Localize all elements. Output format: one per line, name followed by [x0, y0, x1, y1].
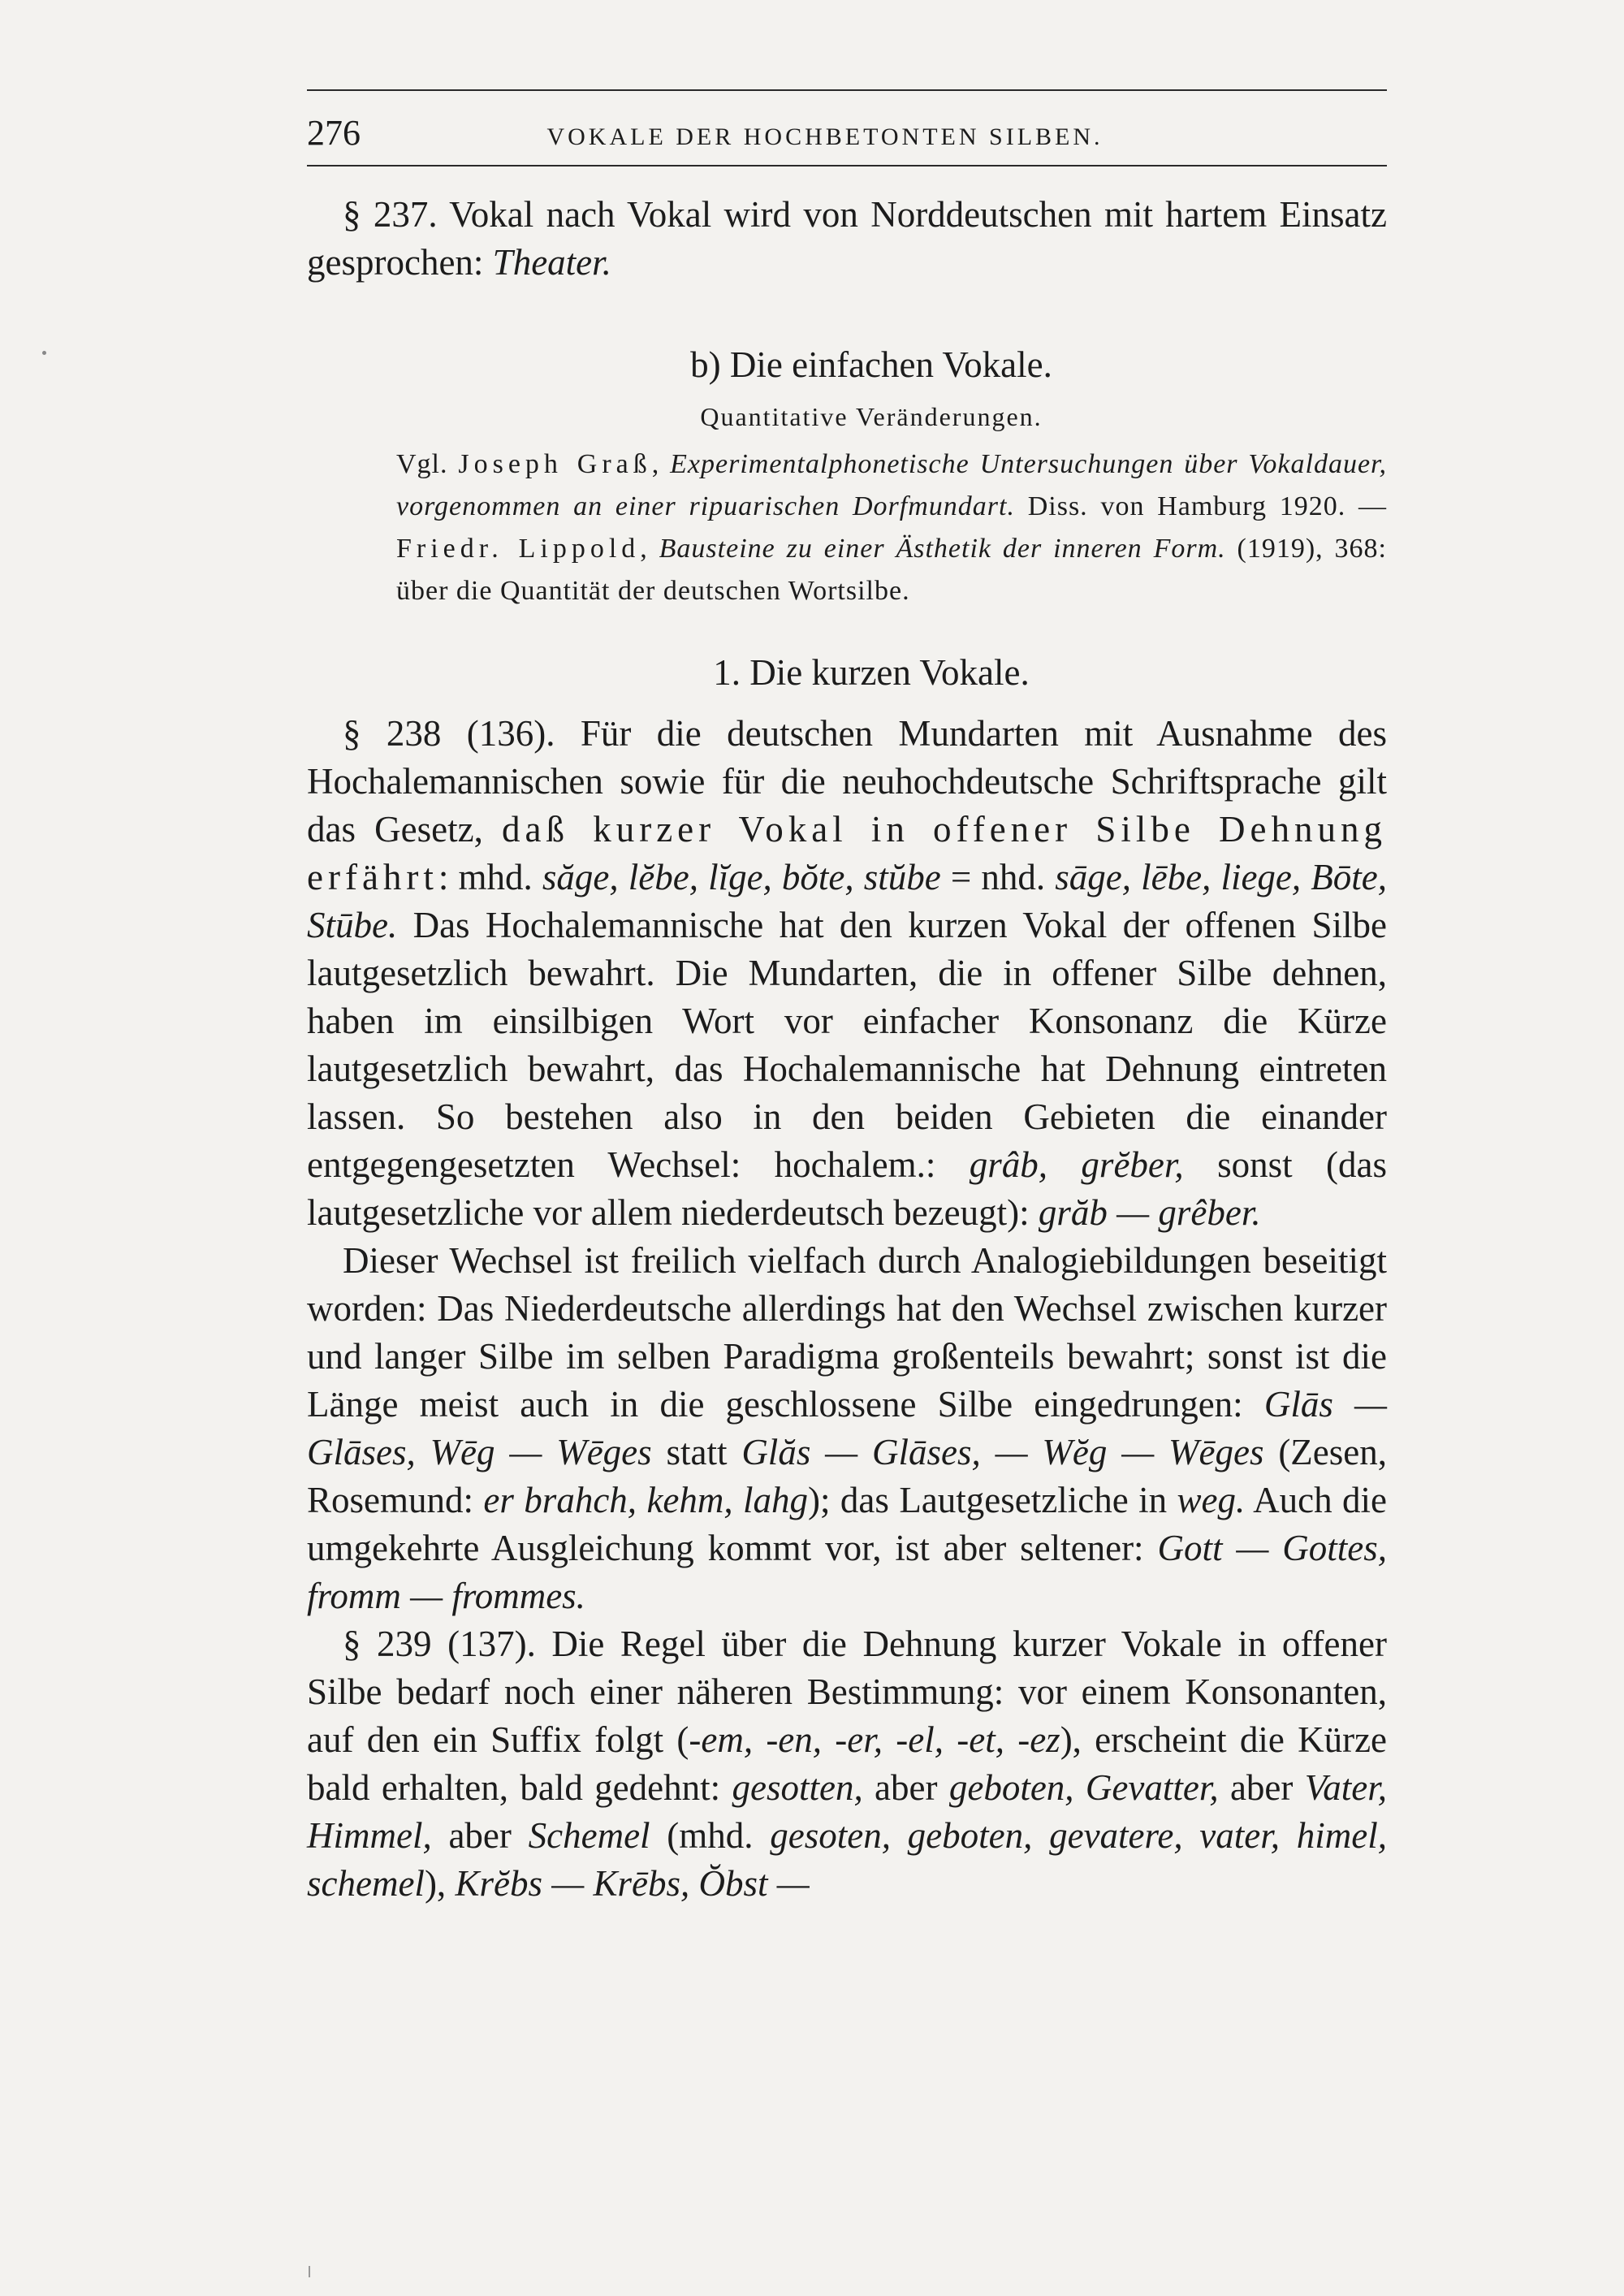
example-words: gesotten, — [732, 1767, 863, 1808]
biblio-lead: Vgl. — [396, 449, 459, 479]
paragraph-text: = nhd. — [940, 857, 1056, 897]
work-source: (1919), 368: über die Quantität der deutschen Wortsilbe. — [396, 534, 1387, 606]
paragraph-text: Auch die umgekehrte Ausgleichung kommt vor, ist aber seltener: — [307, 1480, 1388, 1568]
example-word: Theater. — [492, 242, 611, 283]
paragraph-text: sonst (das lautgesetzliche vor allem niederdeutsch bezeugt): — [307, 1144, 1387, 1233]
page-number: 276 — [307, 113, 361, 153]
example-words: Gott — Gottes, fromm — frommes. — [307, 1528, 1387, 1616]
paragraph-text: Die Regel über die Dehnung kurzer Vokale in offener Silbe bedarf noch einer näheren Bestimmung: vor einem Konsonanten, auf den ein Suffix folgt ( — [307, 1624, 1387, 1760]
rule-statement: daß kurzer Vokal in offener Silbe Dehnung erfährt — [307, 809, 1387, 897]
section-number: § 239 (137). — [343, 1624, 536, 1664]
bibliography-note: Vgl. Joseph Graß, Experimentalphonetische Untersuchungen über Vokaldauer, vorgenommen an einer ripuarischen Dorfmundart. Diss. von Hamburg 1920. — Friedr. Lippold, Bausteine zu einer Ästhetik der inneren Form. (1919), 368: über die Quantität der deutschen Wortsilbe. — [396, 449, 1387, 606]
paragraph-text: aber — [1218, 1767, 1305, 1808]
paragraph-text: (mhd. — [650, 1815, 771, 1856]
paragraph-237 — [307, 191, 1387, 287]
paragraph-text: Für die deutschen Mundarten mit Ausnahme des Hochalemannischen sowie für die neuhochdeutsche Schriftsprache gilt das Gesetz, — [307, 713, 1387, 850]
header-rule-bottom — [307, 165, 1387, 166]
paragraph-text: aber — [862, 1767, 949, 1808]
subheading-quantitative: Quantitative Veränderungen. — [700, 402, 1043, 431]
page-header — [307, 91, 1387, 165]
work-title: Experimentalphonetische Untersuchungen über Vokaldauer, vorgenommen an einer ripuarischen Dorfmundart. — [396, 449, 1387, 521]
author-name: Joseph Graß — [458, 449, 652, 479]
work-title: Bausteine zu einer Ästhetik der inneren Form. — [659, 534, 1226, 564]
example-words: weg. — [1177, 1480, 1246, 1520]
page-content — [307, 89, 1387, 1908]
paragraph-238 — [307, 710, 1387, 1237]
page-mark — [309, 2266, 310, 2277]
example-words: Krĕbs — Krēbs, Ŏbst — — [455, 1863, 810, 1904]
paragraph-text: aber — [431, 1815, 529, 1856]
example-words: er brahch, kehm, lahg — [483, 1480, 809, 1520]
paragraph-text: Vokal nach Vokal wird von Norddeutschen mit hartem Einsatz gesprochen: — [307, 194, 1387, 283]
paragraph-text: (Zesen, Rosemund: — [307, 1432, 1387, 1520]
section-heading-1: 1. Die kurzen Vokale. — [713, 652, 1030, 693]
author-name: Friedr. Lippold — [396, 534, 641, 564]
example-words: Glās — Glāses, Wēg — Wēges — [307, 1384, 1387, 1472]
margin-speck — [42, 351, 46, 355]
example-words: gesoten, geboten, gevatere, vater, himel, schemel — [307, 1815, 1387, 1904]
example-words: Schemel — [528, 1815, 650, 1856]
example-words: geboten, Gevatter, — [948, 1767, 1219, 1808]
paragraph-text: : mhd. — [438, 857, 542, 897]
running-title: VOKALE DER HOCHBETONTEN SILBEN. — [546, 123, 1104, 150]
paragraph-text: ), — [424, 1863, 456, 1904]
section-number: § 237. — [343, 194, 438, 235]
example-words: săge, lĕbe, lĭge, bŏte, stŭbe — [542, 857, 941, 897]
paragraph-text: ), erscheint die Kürze bald erhalten, bald gedehnt: — [307, 1719, 1388, 1808]
paragraph-text: statt — [651, 1432, 742, 1472]
section-number: § 238 (136). — [343, 713, 555, 754]
example-words: -em, -en, -er, -el, -et, -ez — [689, 1719, 1060, 1760]
work-source: Diss. von Hamburg 1920. — — [1014, 491, 1387, 521]
paragraph-text: Dieser Wechsel ist freilich vielfach durch Analogiebildungen beseitigt worden: Das Niederdeutsche allerdings hat den Wechsel zwischen kurzer und langer Silbe im selben Paradigma großenteils bewahrt; sonst ist die Länge meist auch in die geschlossene Silbe eingedrungen: — [307, 1240, 1387, 1425]
example-words: Vater, Himmel, — [307, 1767, 1387, 1856]
paragraph-analogy — [307, 1237, 1387, 1620]
paragraph-text: ); das Lautgesetzliche in — [808, 1480, 1177, 1520]
example-words: sāge, lēbe, liege, Bōte, Stūbe. — [307, 857, 1387, 945]
example-words: grâb, grĕber, — [969, 1144, 1184, 1185]
example-words: grăb — grêber. — [1038, 1192, 1261, 1233]
paragraph-text: Das Hochalemannische hat den kurzen Vokal der offenen Silbe lautgesetzlich bewahrt. Die Mundarten, die in offener Silbe dehnen, haben im einsilbigen Wort vor einfacher Konsonanz die Kürze lautgesetzlich bewahrt, das Hochalemannische hat Dehnung eintreten lassen. So bestehen also in den beiden Gebieten die einander entgegengesetzten Wechsel: hochalem.: — [307, 905, 1387, 1185]
example-words: Glăs — Glāses, — Wĕg — Wēges — [741, 1432, 1264, 1472]
section-heading-b: b) Die einfachen Vokale. — [690, 344, 1052, 385]
paragraph-239 — [307, 1620, 1387, 1908]
